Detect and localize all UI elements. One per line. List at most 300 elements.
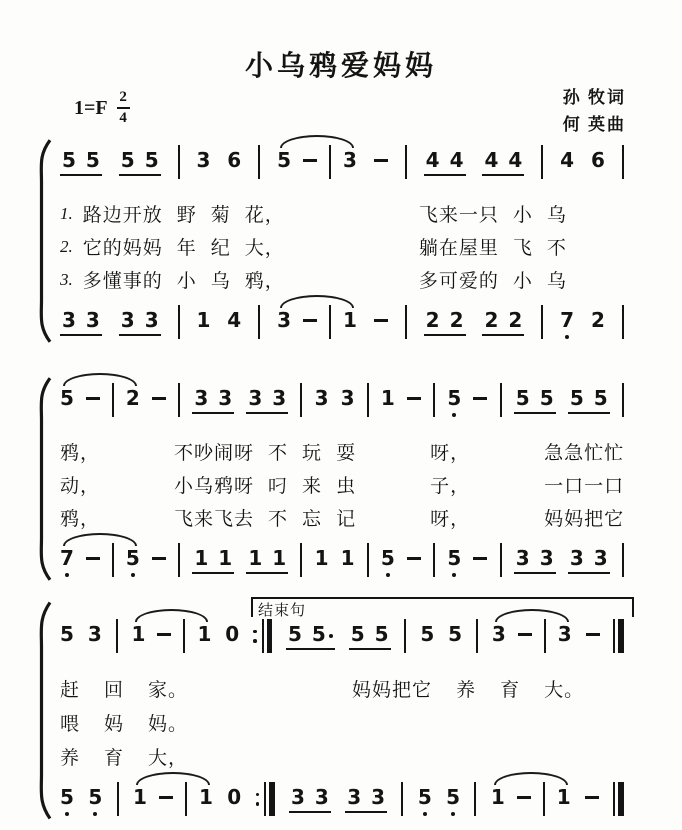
note-number: 1 [340,546,355,570]
note-body [540,546,554,570]
lyric-line [60,197,624,230]
note [277,148,291,179]
note [516,546,530,570]
note-number: 5 [311,622,326,646]
note [558,622,572,653]
note [560,148,574,172]
lyric-segment: 妈。 [148,713,189,735]
lyric-segment: 不 [546,238,567,259]
beam-group [119,308,161,336]
note-number: 5 [420,622,435,646]
note-number: 3 [539,546,554,570]
lyric-segment: 虫 [336,476,357,497]
note [341,546,355,570]
note-body [371,785,385,809]
verse-number: 2. [60,236,73,256]
note-number: 3 [277,308,291,332]
beam-group [286,622,335,650]
low-octave-dot [423,812,427,816]
note-body [62,148,76,172]
lyric-segment: 多懂事的 [82,271,163,292]
lyricist-credit: 孙 牧词 [562,88,626,107]
ending-bracket [251,597,634,617]
note [315,546,329,570]
song-title: 小乌鸦爱妈妈 [244,50,437,81]
note-number: 3 [347,785,362,809]
lyrics-block [60,671,624,773]
note-body [343,148,357,172]
note-body [560,148,574,172]
note [86,308,100,332]
note-number: 3 [87,622,102,646]
note-body [558,622,572,646]
melody-line [60,148,624,188]
voice-brace-icon [34,374,54,584]
duration-dash [374,319,388,322]
barline [401,782,403,816]
duration-dash [473,397,487,400]
note-number: 3 [196,148,211,172]
lyric-segment: 记 [336,509,357,530]
note [540,546,554,570]
lyric-line [60,739,624,773]
fraction-line [117,107,130,109]
note-body [447,546,461,570]
slur-group [277,148,357,179]
lyric-line [60,671,624,705]
lyric-segment: 大。 [544,679,585,701]
note [570,386,584,410]
note-number: 2 [508,308,523,332]
lyric-segment: 乌 [546,271,567,292]
note-body [420,622,434,646]
note-number: 3 [593,546,608,570]
note [381,386,395,410]
note-body [88,785,102,809]
note-number: 1 [198,785,213,809]
note-body [126,386,140,410]
lyric-segment: 回 [104,679,125,701]
note-body [194,546,208,570]
note [484,148,498,172]
barline [543,782,545,816]
thick-barline [267,619,273,653]
note [448,622,462,646]
note [196,308,210,332]
duration-dash [374,159,388,162]
barline [544,619,546,653]
note-body [591,148,605,172]
barline [622,543,624,577]
note [426,148,440,172]
note-body [196,148,210,172]
note-number: 5 [60,386,74,410]
lyric-segment: 它的妈妈 [82,238,163,259]
note-number: 5 [120,148,135,172]
barline [433,383,435,417]
duration-dash [303,159,317,162]
duration-dash [152,557,166,560]
barline [500,543,502,577]
melody-line [60,622,624,662]
beam-group [246,386,288,414]
barline [622,383,624,417]
note [218,546,232,570]
note [225,622,239,646]
note [126,546,140,577]
lyric-segment: 鸦， [244,271,285,292]
lyric-segment: 乌 [546,205,567,226]
note [277,308,291,339]
note [248,386,262,410]
note-number: 5 [593,386,608,410]
note-number: 2 [484,308,499,332]
lyric-segment: 乌 [210,271,231,292]
note-body [194,386,208,410]
note-number: 5 [515,386,530,410]
lyric-segment: 喂 [60,713,81,735]
note-number: 7 [60,546,74,570]
beam-group [424,148,466,176]
note [351,622,365,646]
slur-group [277,308,357,339]
note-body [218,546,232,570]
barline [300,383,302,417]
note-number: 1 [197,622,212,646]
repeat-dots [256,793,260,806]
lyric-segment: 玩 [302,443,323,464]
low-octave-dot [452,573,456,577]
duration-dash [517,796,531,799]
note-number: 5 [380,546,395,570]
note [560,308,574,339]
lyric-segment: 急急忙忙 [544,443,625,464]
beam-group [289,785,331,813]
note-body [60,546,74,570]
note [227,148,241,172]
beam-group [246,546,288,574]
note [591,148,605,172]
note-number: 3 [62,308,76,332]
note [227,785,241,809]
note [126,386,140,417]
note-body [277,308,291,332]
note-body [248,386,262,410]
note-body [492,622,506,646]
note-number: 6 [590,148,605,172]
note-number: 3 [515,546,530,570]
note-body [132,622,146,646]
note [447,386,461,417]
lyric-segment: 忘 [302,509,323,530]
repeat-end-barline [253,619,272,653]
lyric-segment: 小乌鸦呀 [174,476,255,497]
note-number: 3 [290,785,305,809]
note-number: 0 [225,622,240,646]
beam-group [119,148,161,176]
barline [474,782,476,816]
note-body [343,308,357,332]
note [62,148,76,172]
note-body [248,546,262,570]
lyric-segment: 动， [60,476,101,497]
duration-dash [473,557,487,560]
note-number: 1 [248,546,263,570]
note-body [491,785,505,809]
note-number: 5 [85,148,100,172]
lyric-segment: 飞来一只 [418,205,499,226]
note-body [351,622,365,646]
low-octave-dot [65,812,69,816]
note-body [227,785,241,809]
note-body [447,386,461,410]
note-body [446,785,460,809]
note-number: 5 [125,546,140,570]
note-number: 2 [449,308,464,332]
lyric-line [60,263,624,296]
lyric-segment: 鸦， [60,443,101,464]
note-number: 3 [272,386,287,410]
note-body [60,386,74,410]
note-number: 3 [218,386,233,410]
lyric-segment: 小 [512,271,533,292]
system-2 [60,368,624,586]
barline [300,543,302,577]
note-number: 5 [447,546,462,570]
lyric-segment: 妈妈把它 [352,679,433,701]
repeat-end-barline [256,782,275,816]
barline [258,305,260,339]
note-number: 1 [272,546,287,570]
barline [178,543,180,577]
note-body [591,308,605,332]
barline [433,543,435,577]
low-octave-dot [451,812,455,816]
melody-line [60,386,624,426]
note-number: 4 [227,308,242,332]
note [121,148,135,172]
duration-dash [585,796,599,799]
note-number: 5 [144,148,159,172]
lyric-segment: 纪 [210,238,231,259]
lyric-segment: 来 [302,476,323,497]
barline [405,145,407,179]
note-number: 4 [425,148,440,172]
barline [541,145,543,179]
note-body [540,386,554,410]
lyric-segment: 家。 [148,679,189,701]
low-octave-dot [452,413,456,417]
lyric-segment: 养 [456,679,477,701]
note-body [381,386,395,410]
note-number: 4 [449,148,464,172]
note [420,622,434,646]
beam-group [192,386,234,414]
note-number: 5 [374,622,389,646]
beam-group [60,148,102,176]
lyric-segment: 路边开放 [82,205,163,226]
note-body [450,308,464,332]
note-body [227,308,241,332]
note-number: 1 [490,785,505,809]
note [570,546,584,570]
note-number: 5 [448,622,463,646]
note-number: 1 [380,386,395,410]
lyric-segment: 不 [268,509,289,530]
note-body [62,308,76,332]
note [62,308,76,332]
duration-dash [86,557,100,560]
note [197,622,211,653]
system-3 [60,592,624,825]
note [341,386,355,410]
note [371,785,385,809]
note-body [381,546,395,570]
duration-dash [157,633,171,636]
barline [183,619,185,653]
note-number: 3 [491,622,506,646]
note-body [196,308,210,332]
note [121,308,135,332]
note-body [288,622,302,646]
note [594,386,608,410]
note [315,386,329,410]
barline [117,782,119,816]
note-body [450,148,464,172]
lyric-segment: 不吵闹呀 [174,443,255,464]
slur-group [132,622,212,653]
lyric-line [60,435,624,468]
note [133,785,147,816]
system-1 [60,130,624,348]
note-number: 4 [508,148,523,172]
note-number: 2 [125,386,140,410]
note-number: 5 [447,386,462,410]
barline [622,305,624,339]
note [343,308,357,339]
note [86,148,100,172]
note [88,622,102,646]
note-number: 5 [287,622,302,646]
note-number: 1 [194,546,209,570]
note-body [227,148,241,172]
note [508,148,522,172]
note [594,546,608,570]
duration-dash [303,319,317,322]
barline [178,305,180,339]
lyric-segment: 不 [268,443,289,464]
note [508,308,522,332]
note-number: 3 [194,386,209,410]
note-body [86,148,100,172]
note [375,622,389,646]
lyric-segment: 多可爱的 [418,271,499,292]
note [218,386,232,410]
barline [367,383,369,417]
lyric-segment: 大， [244,238,285,259]
barline [476,619,478,653]
note-body [594,546,608,570]
final-barline [613,782,624,816]
note-number: 1 [133,785,147,809]
note-number: 3 [314,785,329,809]
note-body [508,148,522,172]
note-number: 3 [371,785,386,809]
note-number: 1 [218,546,233,570]
note [248,546,262,570]
note-number: 5 [417,785,432,809]
duration-dash [159,796,173,799]
note-body [347,785,361,809]
note [227,308,241,332]
note-number: 3 [144,308,159,332]
note-number: 4 [560,148,575,172]
note-number: 3 [569,546,584,570]
beam-group [424,308,466,336]
lyric-segment: 子， [430,476,471,497]
note-body [133,785,147,809]
note-body [312,622,333,646]
note [446,785,460,816]
low-octave-dot [93,812,97,816]
composer-credit: 何 英曲 [562,115,626,134]
note-number: 5 [350,622,365,646]
note-body [484,148,498,172]
duration-dash [86,397,100,400]
note-number: 2 [425,308,440,332]
slur-group [60,546,140,577]
barline [116,619,118,653]
note-number: 3 [85,308,100,332]
duration-dash [407,557,421,560]
repeat-dots [253,630,257,643]
barline [329,145,331,179]
beam-group [60,308,102,336]
barline [500,383,502,417]
beam-group [345,785,387,813]
barline [112,543,114,577]
barline [178,145,180,179]
beam-group [568,386,610,414]
note-body [272,386,286,410]
note-body [516,546,530,570]
lyric-segment: 小 [512,205,533,226]
note-number: 1 [314,546,329,570]
note-body [121,148,135,172]
beam-group [349,622,391,650]
note [426,308,440,332]
note-body [291,785,305,809]
note-number: 5 [60,622,74,646]
lyric-segment: 大， [148,747,189,769]
barline [541,305,543,339]
harmony-line [60,308,624,348]
lyric-segment: 赶 [60,679,81,701]
note-body [570,386,584,410]
slur-group [60,386,140,417]
duration-dash [152,397,166,400]
lyric-segment: 躺在屋里 [418,238,499,259]
lyric-line [60,705,624,739]
low-octave-dot [565,335,569,339]
note-number: 1 [342,308,357,332]
beam-group [482,308,524,336]
note-body [60,622,74,646]
slur-group [133,785,213,816]
slur-group [491,785,571,816]
note-number: 1 [131,622,146,646]
ending-label: 结束句 [258,602,307,619]
